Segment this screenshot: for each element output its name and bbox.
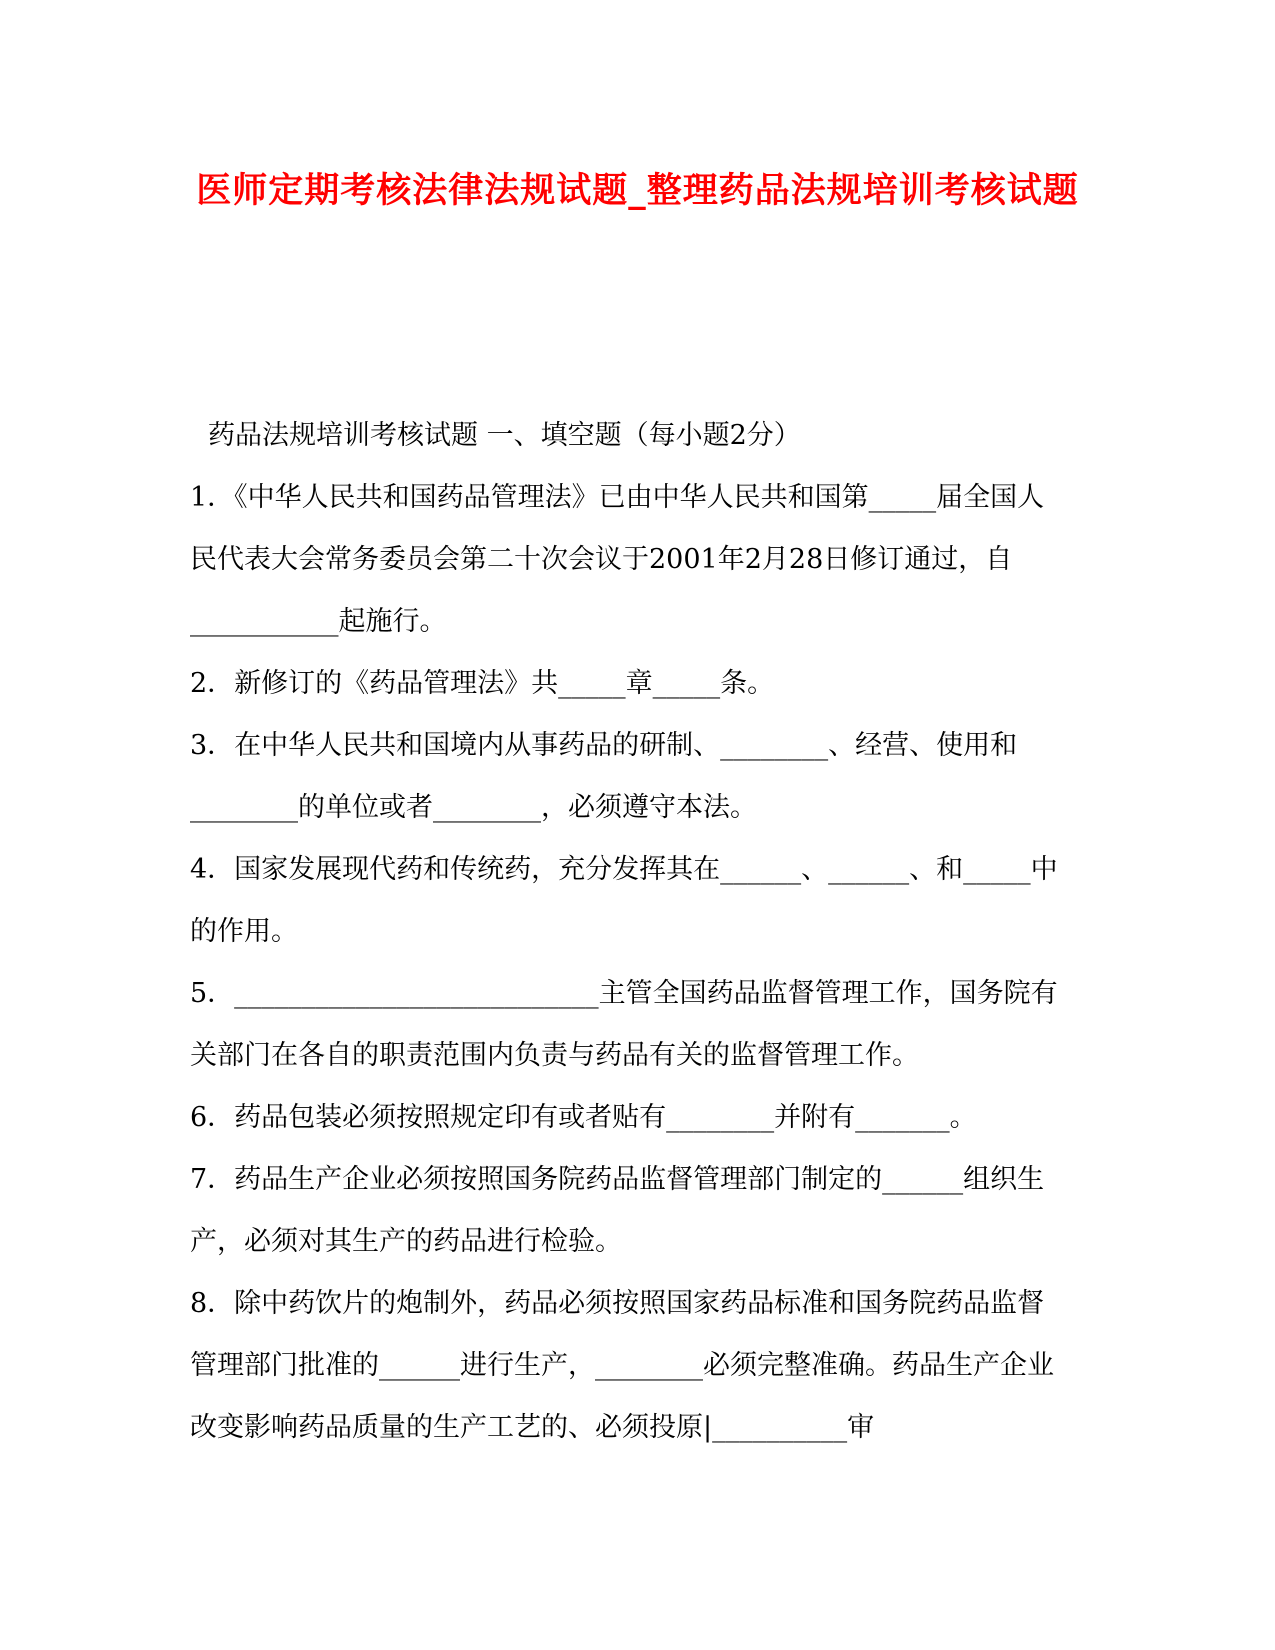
question-8: 8．除中药饮片的炮制外，药品必须按照国家药品标准和国务院药品监督管理部门批准的______进行生产，________必须完整准确。药品生产企业改变影响药品质量的生产工艺的、必须投原|__________审 [190, 1288, 1054, 1443]
question-6: 6．药品包装必须按照规定印有或者贴有________并附有_______。 [190, 1102, 977, 1133]
question-5: 5．___________________________主管全国药品监督管理工作，国务院有关部门在各自的职责范围内负责与药品有关的监督管理工作。 [190, 978, 1058, 1071]
question-2: 2．新修订的《药品管理法》共_____章_____条。 [190, 668, 775, 699]
document-body [190, 405, 1070, 1459]
document-title: 医师定期考核法律法规试题_整理药品法规培训考核试题 [196, 170, 1079, 211]
question-1: 1．《中华人民共和国药品管理法》已由中华人民共和国第_____届全国人民代表大会常务委员会第二十次会议于2001年2月28日修订通过，自___________起施行。 [190, 482, 1045, 637]
exam-subtitle: 药品法规培训考核试题 一、填空题（每小题2分） [208, 420, 801, 451]
question-7: 7．药品生产企业必须按照国务院药品监督管理部门制定的______组织生产，必须对其生产的药品进行检验。 [190, 1164, 1045, 1257]
question-3: 3．在中华人民共和国境内从事药品的研制、________、经营、使用和________的单位或者________，必须遵守本法。 [190, 730, 1018, 823]
question-4: 4．国家发展现代药和传统药，充分发挥其在______、______、和_____中的作用。 [190, 854, 1058, 947]
